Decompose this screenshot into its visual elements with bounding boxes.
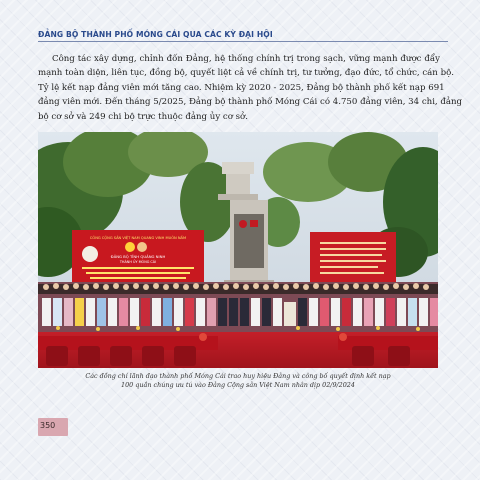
caption-line: Các đồng chí lãnh đạo thành phố Móng Cái trao huy hiệu Đảng và công bố quyết định kết nạp — [85, 372, 391, 380]
left-banner-heading: CÔNG CỘNG SẢN VIỆT NAM QUANG VINH MUÔN NĂM — [89, 236, 187, 240]
body-line: Công tác xây dựng, chỉnh đốn Đảng, hệ thống chính trị trong sạch, vững mạnh được đẩy — [52, 54, 440, 64]
body-line: Tỷ lệ kết nạp đảng viên mới tăng cao. Nhiệm kỳ 2020 - 2025, Đảng bộ thành phố kết nạp 691 — [38, 82, 445, 93]
left-banner-org2: THÀNH ỦY MÓNG CÁI — [119, 260, 157, 264]
crowd — [38, 282, 438, 332]
body-line: đảng viên mới. Đến tháng 5/2025, Đảng bộ thành phố Móng Cái có 4.750 đảng viên, 34 chi, đảng — [38, 97, 463, 108]
left-banner — [72, 230, 204, 284]
body-line: mạnh toàn diện, liên tục, đồng bộ, quyết liệt cả về chính trị, tư tưởng, đạo đức, tổ chức, cán bộ. — [38, 68, 454, 79]
ceremony-photo — [38, 132, 438, 368]
page-header-title: ĐẢNG BỘ THÀNH PHỐ MÓNG CÁI QUA CÁC KỲ ĐẠI HỘI — [38, 30, 273, 39]
photo-caption — [38, 372, 438, 390]
body-paragraph — [38, 52, 463, 124]
header-divider — [38, 41, 448, 42]
left-banner-org: ĐẢNG BỘ TỈNH QUẢNG NINH — [110, 254, 166, 259]
caption-line: 100 quần chúng ưu tú vào Đảng Cộng sản Việt Nam nhân dịp 02/9/2024 — [121, 381, 355, 389]
body-line: bộ cơ sở và 249 chi bộ trực thuộc đảng ủy cơ sở. — [38, 111, 248, 122]
right-banner — [310, 232, 396, 284]
page-number: 350 — [40, 421, 56, 430]
